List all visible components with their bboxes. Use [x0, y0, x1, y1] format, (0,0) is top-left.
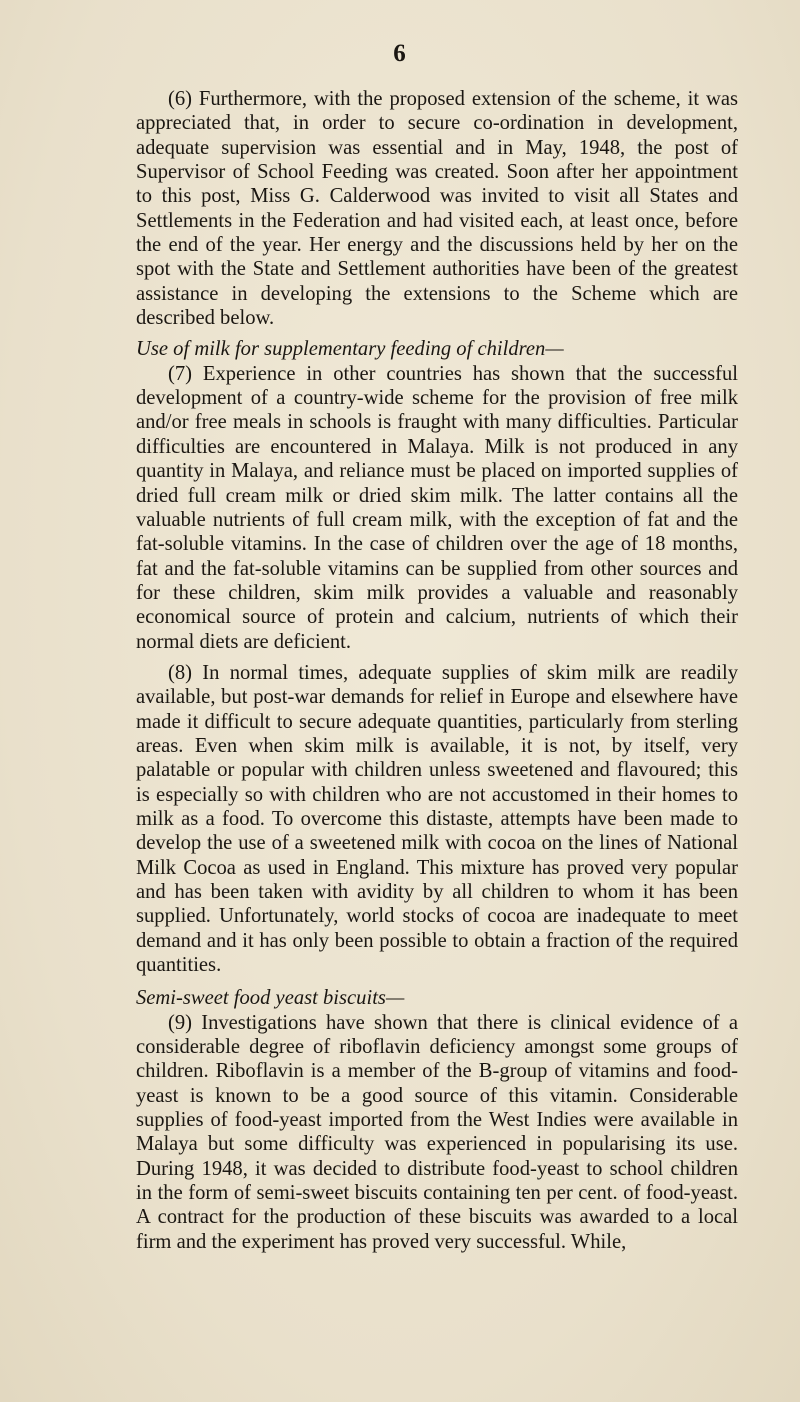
- paragraph-6: (6) Furthermore, with the proposed extension of the scheme, it was appreciated that, in order to secure co-ordination in development, adequate supervision was essential and in May, 1948, the post of Supervisor of School Feeding was created. Soon after her appointment to this post, Miss G. Calderwood was invited to visit all States and Settlements in the Federation and had visited each, at least once, before the end of the year. Her energy and the discussions held by her on the spot with the State and Settlement authorities have been of the greatest assistance in developing the extensions to the Scheme which are described below.: [136, 88, 738, 330]
- section-heading-biscuits: Semi-sweet food yeast biscuits—: [136, 987, 405, 1010]
- section-heading-milk: Use of milk for supplementary feeding of children—: [136, 338, 564, 361]
- paragraph-8: (8) In normal times, adequate supplies of skim milk are readily available, but post-war demands for relief in Europe and elsewhere have made it difficult to secure adequate quantities, particularly from sterling areas. Even when skim milk is available, it is not, by itself, very palatable or popular with children unless sweetened and flavoured; this is especially so with children who are not accustomed in their homes to milk as a food. To overcome this distaste, attempts have been made to develop the use of a sweetened milk with cocoa on the lines of National Milk Cocoa as used in England. This mixture has proved very popular and has been taken with avidity by all children to whom it has been supplied. Unfortunately, world stocks of cocoa are inadequate to meet demand and it has only been possible to obtain a fraction of the required quantities.: [136, 661, 738, 977]
- paragraph-9: (9) Investigations have shown that there is clinical evidence of a considerable degree of riboflavin deficiency amongst some groups of children. Riboflavin is a member of the B-group of vitamins and food-yeast is known to be a good source of this vitamin. Considerable supplies of food-yeast imported from the West Indies were available in Malaya but some difficulty was experienced in popularising its use. During 1948, it was decided to distribute food-yeast to school children in the form of semi-sweet biscuits containing ten per cent. of food-yeast. A contract for the production of these biscuits was awarded to a local firm and the experiment has proved very successful. While,: [136, 1011, 738, 1253]
- page-number: 6: [393, 40, 407, 67]
- paragraph-7: (7) Experience in other countries has shown that the successful development of a country-wide scheme for the provision of free milk and/or free meals in schools is fraught with many difficulties. Particular difficulties are encountered in Malaya. Milk is not produced in any quantity in Malaya, and reliance must be placed on imported supplies of dried full cream milk or dried skim milk. The latter contains all the valuable nutrients of full cream milk, with the exception of fat and the fat-soluble vitamins. In the case of children over the age of 18 months, fat and the fat-soluble vitamins can be supplied from other sources and for these children, skim milk provides a valuable and reasonably economical source of protein and calcium, nutrients of which their normal diets are deficient.: [136, 362, 738, 653]
- document-body: [136, 87, 738, 1254]
